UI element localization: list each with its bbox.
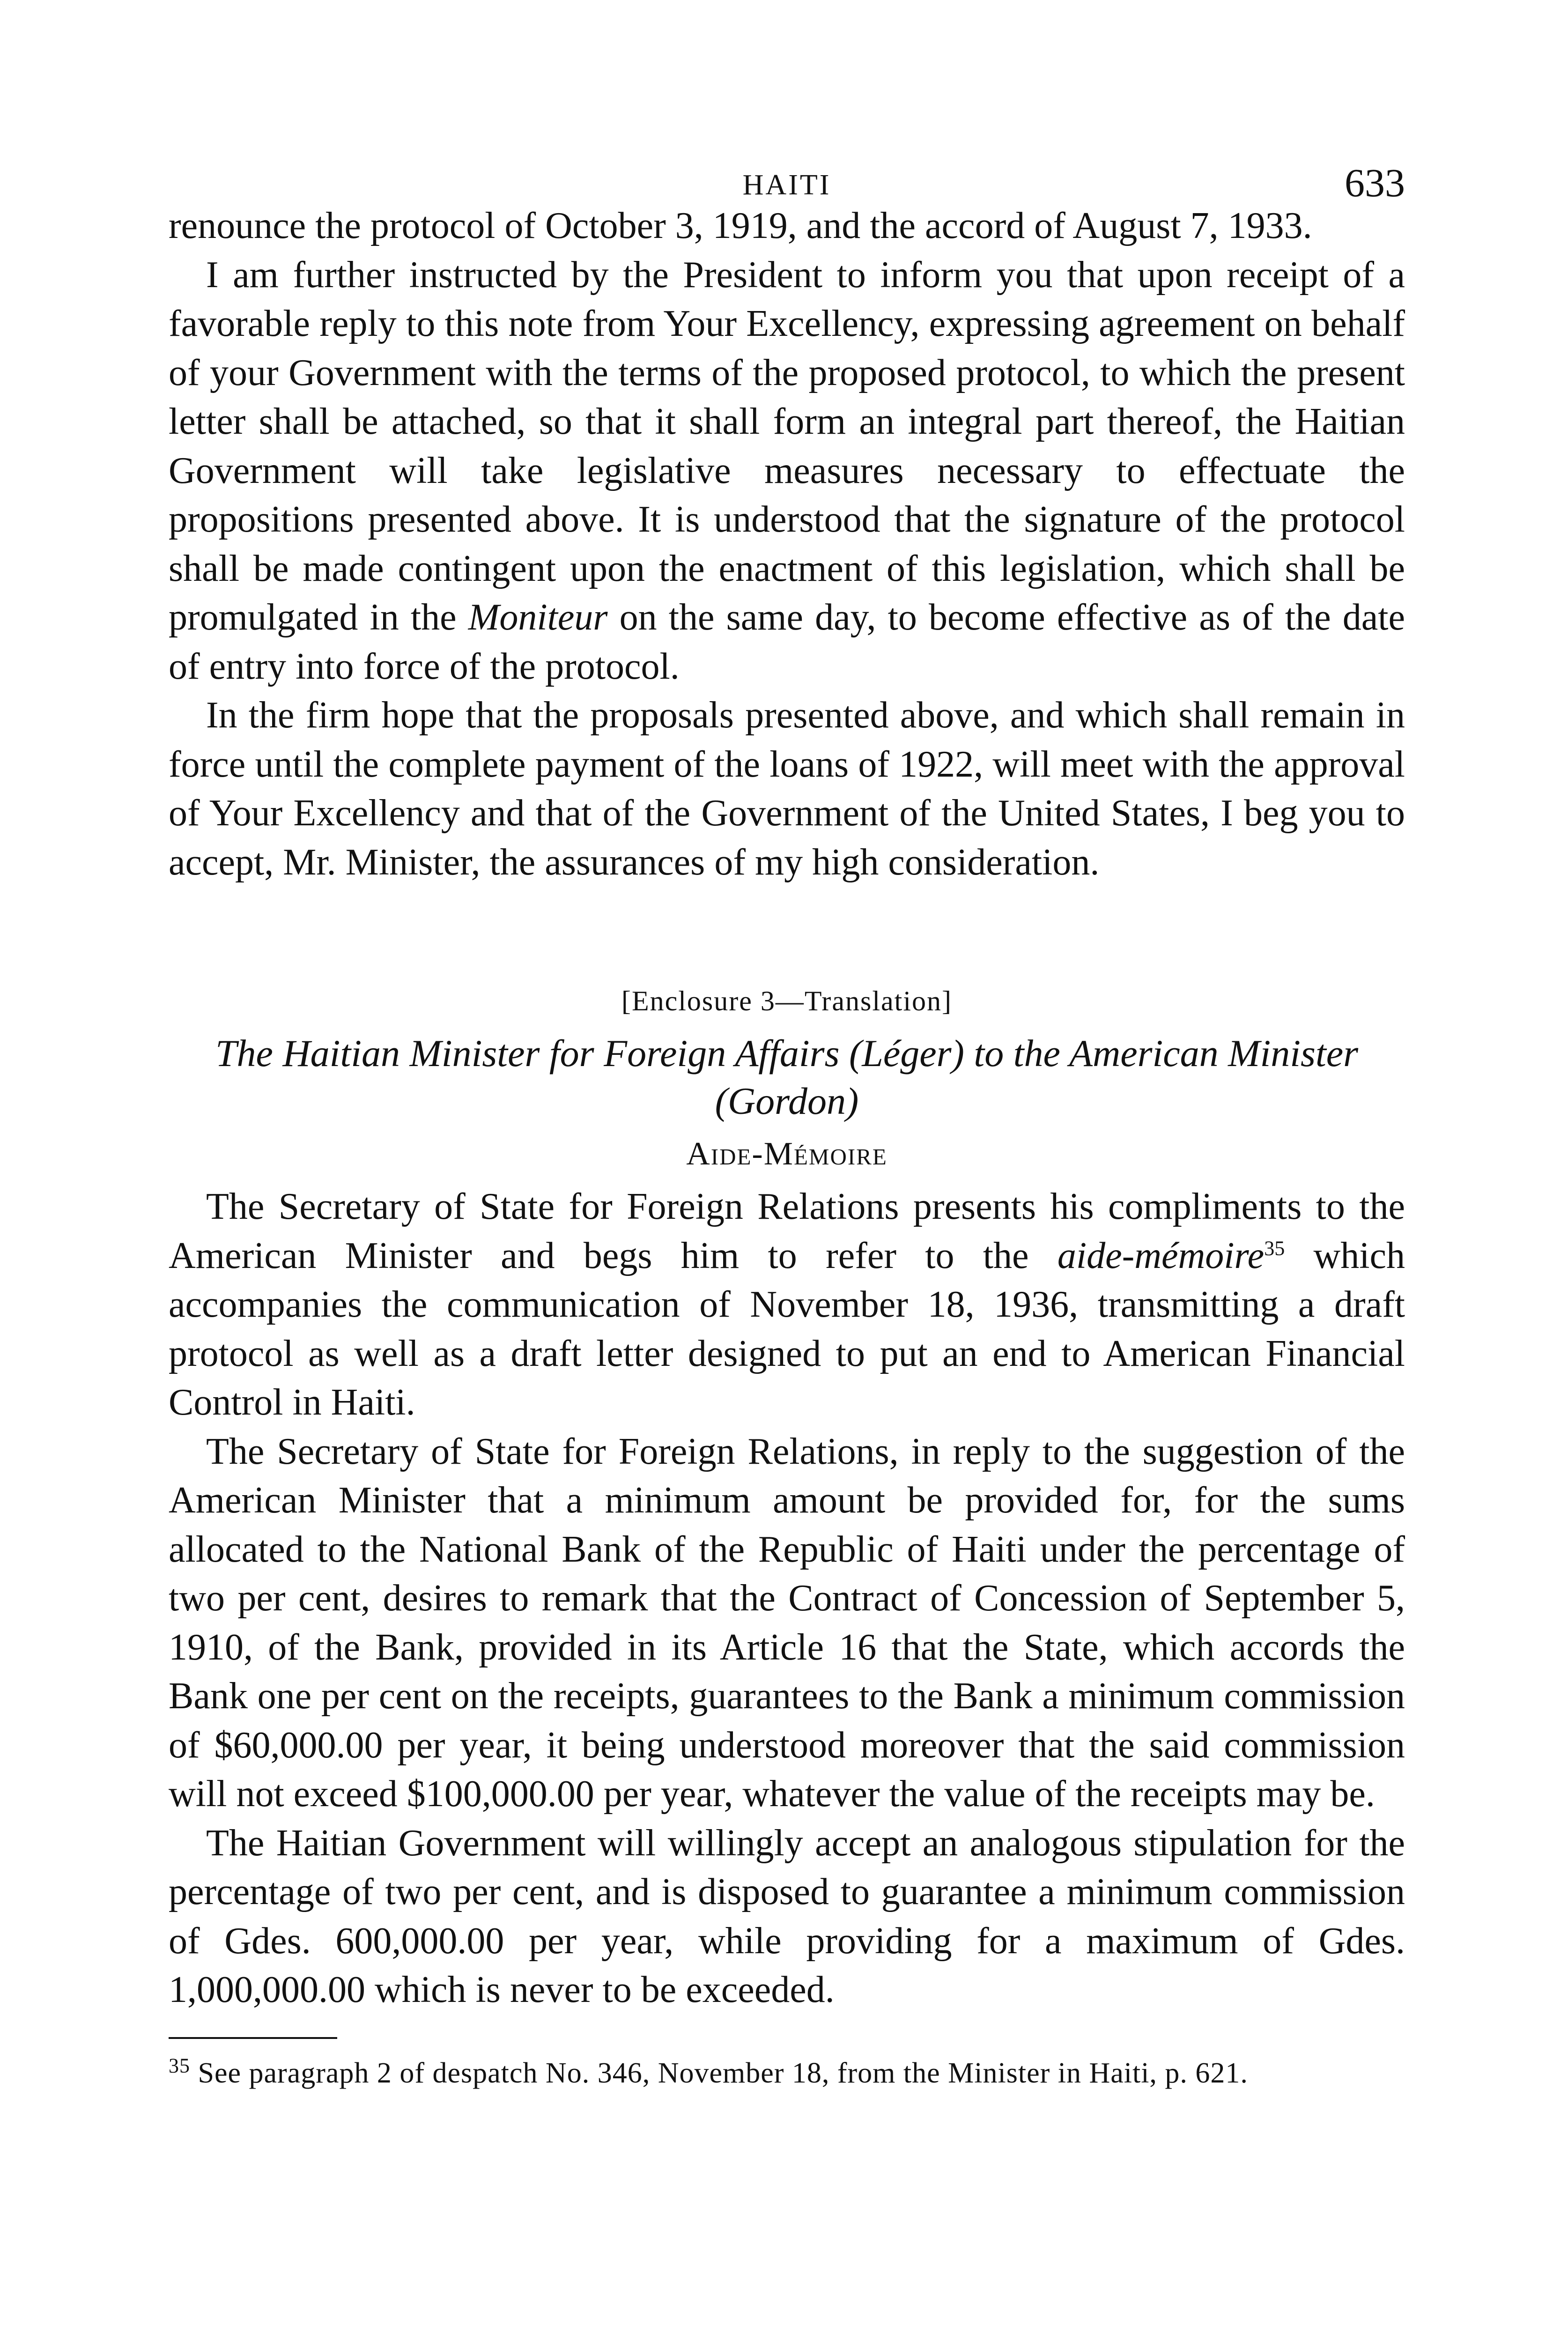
title-paren-leger: (Léger): [849, 1032, 964, 1075]
footnote: [169, 2054, 1405, 2092]
accept-paragraph: The Haitian Government will willingly accept an analogous stipulation for the percentage of two per cent, and is disposed to guarantee a minimum commission of Gdes. 600,000.00 per year, while providing for a maximum of Gdes. 1,000,000.00 which is never to be exceeded.: [169, 1822, 1405, 2010]
footnote-rule: [169, 2037, 337, 2039]
footnote-reference[interactable]: 35: [1264, 1236, 1285, 1260]
instructed-text-part1: I am further instructed by the President to inform you that upon receipt of a favorable reply to this note from Your Excellency, expressing agreement on behalf of your Government with the terms of the proposed protocol, to which the present letter shall be attached, so that it shall form an integral part thereof, the Haitian Government will take legislative measures necessary to effectuate the propositions presented above. It is understood that the signature of the protocol shall be made contingent upon the enactment of this legislation, which shall be promulgated in the: [169, 254, 1405, 638]
page-number: 633: [1345, 160, 1405, 205]
reply-paragraph: The Secretary of State for Foreign Relations, in reply to the suggestion of the American Minister that a minimum amount be provided for, for the sums allocated to the National Bank of the Republic of Haiti under the percentage of two per cent, desires to remark that the Contract of Concession of September 5, 1910, of the Bank, provided in its Article 16 that the State, which accords the Bank one per cent on the receipts, guarantees to the Bank a minimum commission of $60,000.00 per year, it being understood moreover that the said commission will not exceed $100,000.00 per year, whatever the value of the receipts may be.: [169, 1430, 1405, 1815]
title-part2: to the American Minister: [964, 1032, 1359, 1075]
secretary-text-part1: The Secretary of State for Foreign Relations presents his compliments to the American Minister and begs him to refer to the: [169, 1186, 1405, 1276]
secretary-paragraph: [169, 1182, 1405, 1427]
enclosure-heading: [Enclosure 3—Translation]: [621, 986, 952, 1016]
aide-memoire-italic: aide-mémoire: [1057, 1235, 1265, 1276]
continuation-paragraph: renounce the protocol of October 3, 1919, and the accord of August 7, 1933.: [169, 205, 1312, 246]
moniteur-italic: Moniteur: [468, 597, 608, 638]
footnote-marker: 35: [169, 2053, 190, 2077]
running-title: HAITI: [742, 169, 831, 201]
instructed-paragraph: [169, 251, 1405, 691]
enclosure-title: [169, 1030, 1405, 1125]
footnote-text: See paragraph 2 of despatch No. 346, November 18, from the Minister in Haiti, p. 621.: [190, 2057, 1248, 2089]
document-page: [169, 141, 1405, 2092]
title-part1: The Haitian Minister for Foreign Affairs: [215, 1032, 849, 1075]
secretary-text-part2: which accompanies the communication of November 18, 1936, transmitting a draft protocol as well as a draft letter designed to put an end to American Financial Control in Haiti.: [169, 1235, 1405, 1423]
instructed-text-part2: on the same day, to become effective as of the date of entry into force of the protocol.: [169, 597, 1405, 687]
running-head: [169, 141, 1405, 205]
title-paren-gordon: (Gordon): [715, 1080, 859, 1122]
aide-memoire-label: Aide-Mémoire: [686, 1136, 888, 1172]
hope-paragraph: In the firm hope that the proposals presented above, and which shall remain in force until the complete payment of the loans of 1922, will meet with the approval of Your Excellency and that of the Government of the United States, I beg you to accept, Mr. Minister, the assurances of my high consideration.: [169, 695, 1405, 883]
